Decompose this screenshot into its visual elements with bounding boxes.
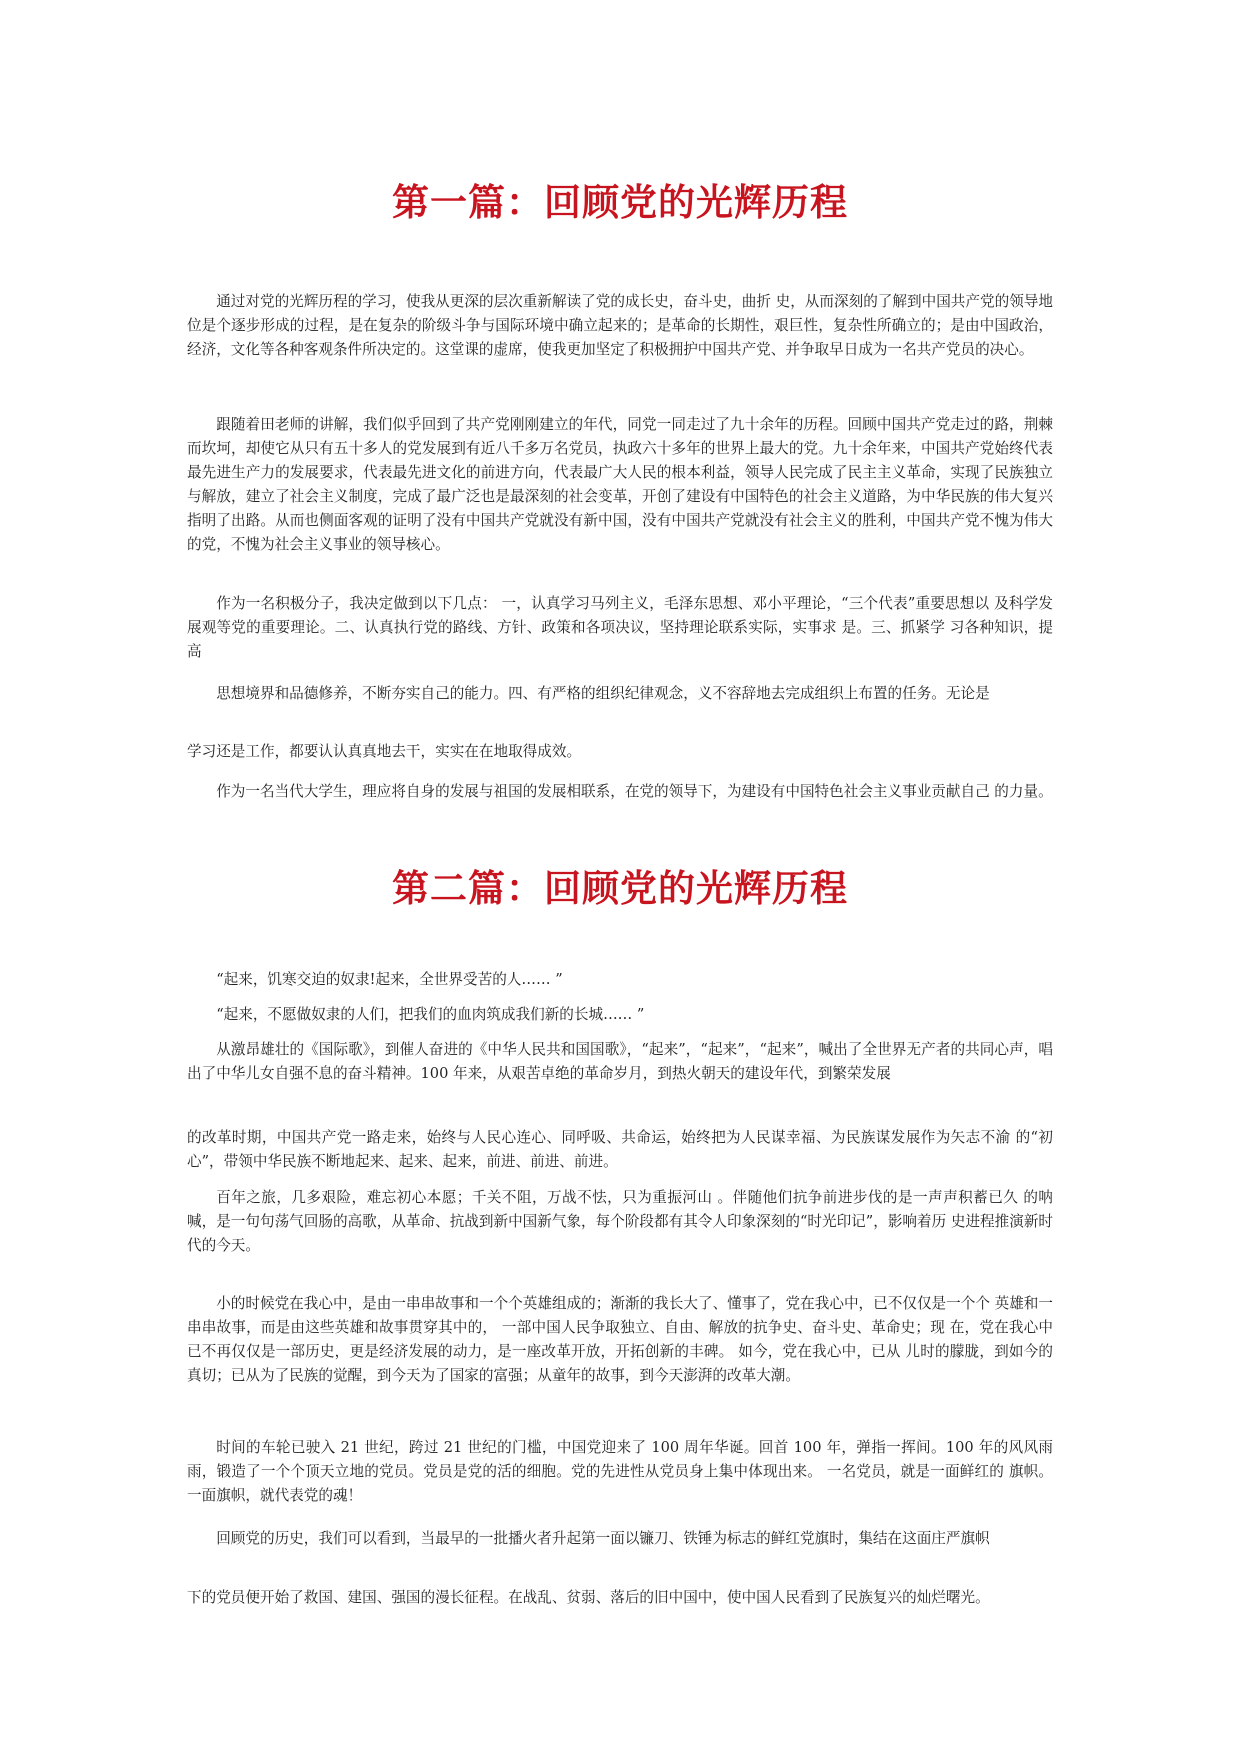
section-1-paragraph-2: 跟随着田老师的讲解，我们似乎回到了共产党刚刚建立的年代，同党一同走过了九十余年的历程。回顾中国共产党走过的路，荆棘而坎坷，却使它从只有五十多人的党发展到有近八千多万名党员，执政六十多年的世界上最大的党。九十余年来，中国共产党始终代表最先进生产力的发展要求，代表最先进文化的前进方向，代表最广大人民的根本利益，领导人民完成了民主主义革命，实现了民族独立与解放，建立了社会主义制度，完成了最广泛也是最深刻的社会变革，开创了建设有中国特色的社会主义道路，为中华民族的伟大复兴指明了出路。从而也侧面客观的证明了没有中国共产党就没有新中国，没有中国共产党就没有社会主义的胜利，中国共产党不愧为伟大的党，不愧为社会主义事业的领导核心。 [187, 416, 1053, 553]
section-2-paragraph-3: 百年之旅，几多艰险，难忘初心本愿；千关不阻，万战不怯，只为重振河山 。伴随他们抗争前进步伐的是一声声积蓄已久 的呐喊，是一句句荡气回肠的高歌，从革命、抗战到新中国新气象，每个阶段都有其令人印象深刻的“时光印记”，影响着历 史进程推演新时代的今天。 [187, 1189, 1054, 1254]
section-1-paragraph-5: 学习还是工作，都要认认真真地去干，实实在在地取得成效。 [187, 743, 582, 760]
section-2-paragraph-6: 回顾党的历史，我们可以看到，当最早的一批播火者升起第一面以镰刀、铁锤为标志的鲜红党旗时，集结在这面庄严旗帜 [216, 1530, 990, 1547]
section-1-paragraph-6: 作为一名当代大学生，理应将自身的发展与祖国的发展相联系，在党的领导下，为建设有中国特色社会主义事业贡献自己 的力量。 [216, 783, 1053, 800]
section-1-title: 第一篇：回顾党的光辉历程 [392, 180, 848, 224]
section-2-quote-1: “起来，饥寒交迫的奴隶!起来，全世界受苦的人…… ” [216, 971, 563, 988]
section-2-paragraph-1: 从激昂雄壮的《国际歌》，到催人奋进的《中华人民共和国国歌》，“起来”，“起来”，“起来”，喊出了全世界无产者的共同心声，唱出了中华儿女自强不息的奋斗精神。100 年来，从艰苦卓绝的革命岁月，到热火朝天的建设年代，到繁荣发展 [187, 1041, 1053, 1082]
section-1-paragraph-4: 思想境界和品德修养，不断夯实自己的能力。四、有严格的组织纪律观念，义不容辞地去完成组织上布置的任务。无论是 [216, 685, 990, 702]
section-2-paragraph-2: 的改革时期，中国共产党一路走来，始终与人民心连心、同呼吸、共命运，始终把为人民谋幸福、为民族谋发展作为矢志不渝 的“初心”，带领中华民族不断地起来、起来、起来，前进、前进、前进。 [187, 1129, 1053, 1170]
section-2-paragraph-5: 时间的车轮已驶入 21 世纪，跨过 21 世纪的门槛，中国党迎来了 100 周年华诞。回首 100 年，弹指一挥间。100 年的风风雨 雨，锻造了一个个顶天立地的党员。党员是党的活的细胞。党的先进性从党员身上集中体现出来。 一名党员，就是一面鲜红的 旗帜。 一面旗帜，就代表党的魂！ [187, 1439, 1053, 1504]
section-2-paragraph-7: 下的党员便开始了救国、建国、强国的漫长征程。在战乱、贫弱、落后的旧中国中，使中国人民看到了民族复兴的灿烂曙光。 [187, 1589, 990, 1606]
section-2-title: 第二篇：回顾党的光辉历程 [392, 866, 848, 910]
section-1-paragraph-1: 通过对党的光辉历程的学习，使我从更深的层次重新解读了党的成长史，奋斗史，曲折 史，从而深刻的了解到中国共产党的领导地位是个逐步形成的过程，是在复杂的阶级斗争与国际环境中确立起来的；是革命的长期性，艰巨性，复杂性所确立的；是由中国政治，经济，文化等各种客观条件所决定的。这堂课的虚席，使我更加坚定了积极拥护中国共产党、并争取早日成为一名共产党员的决心。 [187, 293, 1053, 358]
section-1-paragraph-3: 作为一名积极分子，我决定做到以下几点： 一，认真学习马列主义，毛泽东思想、邓小平理论，“三个代表”重要思想以 及科学发展观等党的重要理论。二、认真执行党的路线、方针、政策和各项决议，坚持理论联系实际，实事求 是。三、抓紧学 习各种知识，提高 [187, 595, 1053, 660]
section-2-paragraph-4: 小的时候党在我心中，是由一串串故事和一个个英雄组成的；渐渐的我长大了、懂事了，党在我心中，已不仅仅是一个个 英雄和一串串故事，而是由这些英雄和故事贯穿其中的， 一部中国人民争取独立、自由、解放的抗争史、奋斗史、革命史；现 在，党在我心中已不再仅仅是一部历史，更是经济发展的动力，是一座改革开放，开拓创新的丰碑。 如今，党在我心中，已从 儿时的朦胧，到如今的真切；已从为了民族的觉醒，到今天为了国家的富强；从童年的故事，到今天澎湃的改革大潮。 [187, 1295, 1053, 1384]
section-2-quote-2: “起来，不愿做奴隶的人们，把我们的血肉筑成我们新的长城…… ” [216, 1006, 645, 1023]
